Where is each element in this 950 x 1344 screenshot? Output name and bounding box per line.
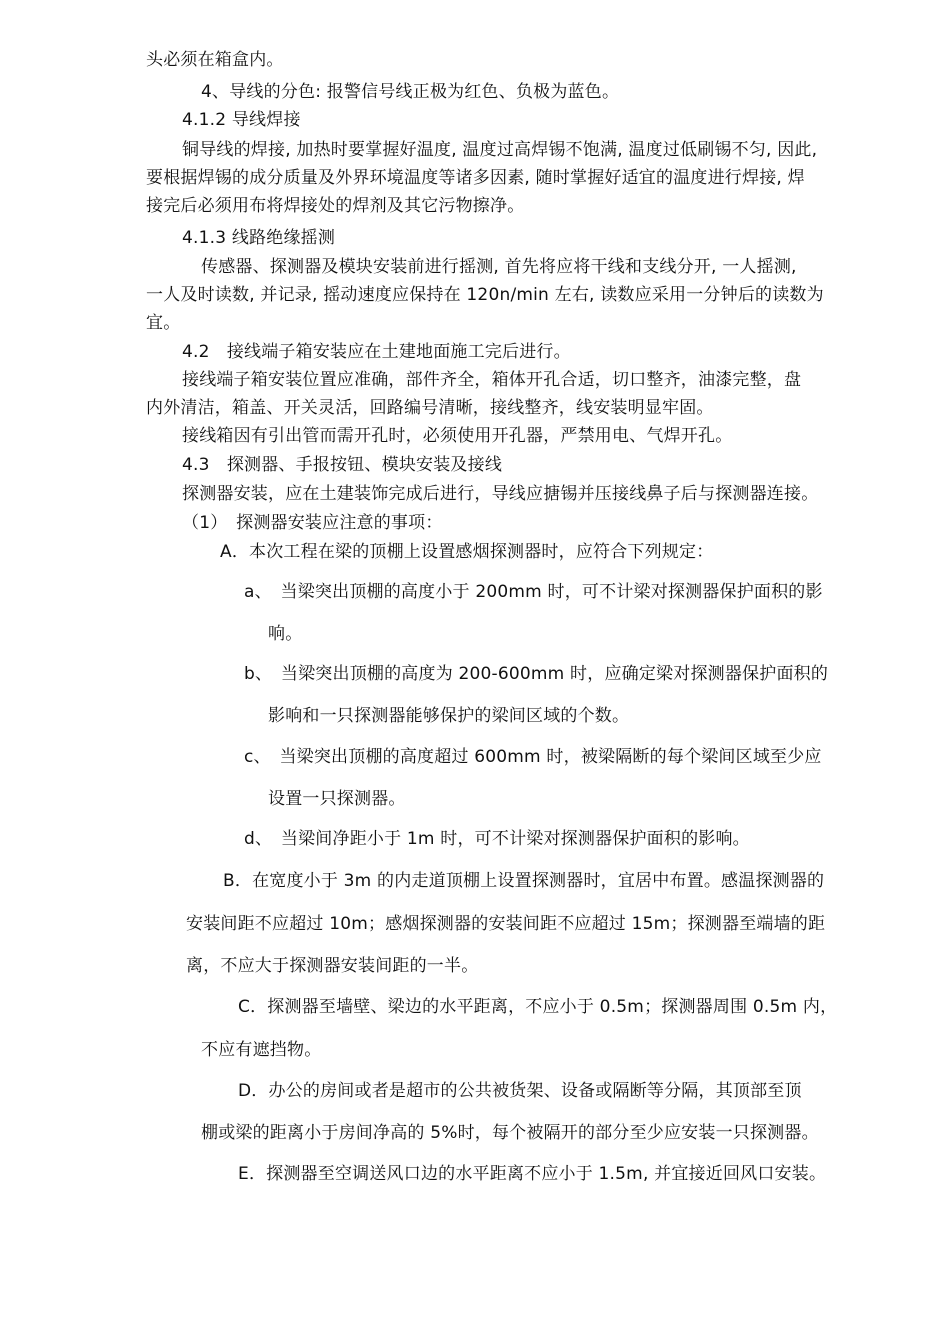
text-line: D．办公的房间或者是超市的公共被货架、设备或隔断等分隔，其顶部至顶 bbox=[238, 1081, 802, 1101]
text-line: C．探测器至墙壁、梁边的水平距离，不应小于 0.5m；探测器周围 0.5m 内， bbox=[238, 997, 838, 1017]
text-line: 传感器、探测器及模块安装前进行摇测, 首先将应将干线和支线分开, 一人摇测, bbox=[201, 257, 797, 277]
list-item: b、 当梁突出顶棚的高度为 200-600mm 时，应确定梁对探测器保护面积的 bbox=[244, 664, 829, 684]
text-line: 铜导线的焊接, 加热时要掌握好温度, 温度过高焊锡不饱满, 温度过低刷锡不匀, 因此, bbox=[182, 140, 818, 160]
text-line: 不应有遮挡物。 bbox=[201, 1040, 322, 1060]
text-line: 要根据焊锡的成分质量及外界环境温度等诸多因素, 随时掌握好适宜的温度进行焊接, 焊 bbox=[146, 168, 805, 188]
text-line: 内外清洁，箱盖、开关灵活，回路编号清晰，接线整齐，线安装明显牢固。 bbox=[146, 398, 714, 418]
list-item: d、 当梁间净距小于 1m 时，可不计梁对探测器保护面积的影响。 bbox=[244, 829, 750, 849]
text-line: A．本次工程在梁的顶棚上设置感烟探测器时，应符合下列规定： bbox=[220, 542, 714, 562]
text-line: 响。 bbox=[268, 624, 303, 644]
text-line: 接线箱因有引出管而需开孔时，必须使用开孔器，严禁用电、气焊开孔。 bbox=[182, 426, 733, 446]
list-item: a、 当梁突出顶棚的高度小于 200mm 时，可不计梁对探测器保护面积的影 bbox=[244, 582, 823, 602]
text-line: 安装间距不应超过 10m；感烟探测器的安装间距不应超过 15m；探测器至端墙的距 bbox=[186, 914, 826, 934]
text-line: 接完后必须用布将焊接处的焊剂及其它污物擦净。 bbox=[146, 196, 525, 216]
text-line: 宜。 bbox=[146, 313, 181, 333]
text-line: 探测器安装，应在土建装饰完成后进行，导线应搪锡并压接线鼻子后与探测器连接。 bbox=[182, 484, 819, 504]
list-item: c、 当梁突出顶棚的高度超过 600mm 时，被梁隔断的每个梁间区域至少应 bbox=[244, 747, 822, 767]
section-heading: 4.1.3 线路绝缘摇测 bbox=[182, 228, 336, 248]
text-line: E．探测器至空调送风口边的水平距离不应小于 1.5m, 并宜接近回风口安装。 bbox=[238, 1164, 827, 1184]
section-heading: 4.2 接线端子箱安装应在土建地面施工完后进行。 bbox=[182, 342, 571, 362]
text-line: 设置一只探测器。 bbox=[268, 789, 406, 809]
text-line: 离，不应大于探测器安装间距的一半。 bbox=[186, 956, 479, 976]
text-line: B．在宽度小于 3m 的内走道顶棚上设置探测器时，宜居中布置。感温探测器的 bbox=[223, 871, 825, 891]
text-line: 一人及时读数, 并记录, 摇动速度应保持在 120n/min 左右, 读数应采用一分钟后的读数为 bbox=[146, 285, 824, 305]
section-heading: 4.1.2 导线焊接 bbox=[182, 110, 301, 130]
text-line: 影响和一只探测器能够保护的梁间区域的个数。 bbox=[268, 706, 630, 726]
text-line: 棚或梁的距离小于房间净高的 5%时，每个被隔开的部分至少应安装一只探测器。 bbox=[201, 1123, 819, 1143]
text-line: 4、导线的分色: 报警信号线正极为红色、负极为蓝色。 bbox=[201, 82, 620, 102]
text-line: 头必须在箱盒内。 bbox=[146, 50, 284, 70]
subsection-heading: （1） 探测器安装应注意的事项： bbox=[182, 513, 443, 533]
section-heading: 4.3 探测器、手报按钮、模块安装及接线 bbox=[182, 455, 503, 475]
text-line: 接线端子箱安装位置应准确，部件齐全，箱体开孔合适，切口整齐，油漆完整，盘 bbox=[182, 370, 802, 390]
